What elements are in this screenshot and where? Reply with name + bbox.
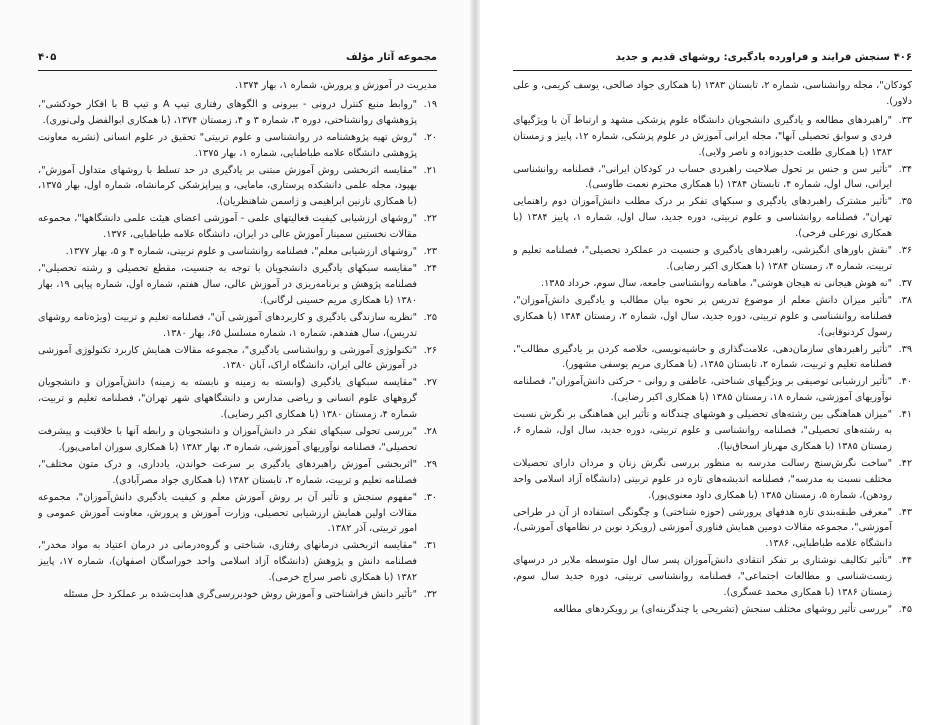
left-page-body <box>38 78 437 669</box>
left-page-header <box>38 48 437 71</box>
reference-item <box>38 457 437 489</box>
reference-text: "روشهای ارزشیابی معلم"، فصلنامه روانشناسی و علوم تربیتی، شماره ۴ و ۵، بهار ۱۳۷۷. <box>65 246 417 258</box>
reference-item <box>38 211 437 243</box>
reference-text: "تأثیر راهبردهای سازمان‌دهی، علامت‌گذاری و حاشیه‌نویسی، خلاصه کردن بر یادگیری مطالب"، فصلنامه تعلیم و تربیت، شماره ۲، تابستان ۱۳۸۵، (با همکاری مریم یوسفی مشهور). <box>513 343 892 371</box>
reference-text: "بررسی تحولی سبکهای تفکر در دانش‌آموزان و دانشجویان و رابطه آنها با خلاقیت و پیشرفت تحصیلی"، فصلنامه نوآوریهای آموزشی، شماره ۳، بهار ۱۳۸۲ (با همکاری سوران امامی‌پور). <box>38 426 417 453</box>
reference-text: "میزان هماهنگی بین رشته‌های تحصیلی و هوشهای چندگانه و تأثیر این هماهنگی بر نگرش نسبت به رشته‌های تحصیلی"، فصلنامه روانشناسی و علوم تربیتی، دوره جدید، سال اول، شماره ۶، زمستان ۱۳۸۵ (با همکاری مهرناز اسحاق‌نیا). <box>513 409 892 452</box>
reference-number: ۴۰. <box>898 376 912 388</box>
reference-number: ۴۵. <box>898 604 912 615</box>
reference-text: "اثربخشی آموزش راهبردهای یادگیری بر سرعت خواندن، یادداری، و درک متون مختلف"، فصلنامه تعلیم و تربیت، شماره ۲، تابستان ۱۳۸۲ (با همکاری جواد مصرآبادی). <box>38 458 417 486</box>
reference-text: "بررسی تأثیر روشهای مختلف سنجش (تشریحی یا چندگزینه‌ای) بر رویکردهای مطالعه <box>553 604 892 615</box>
reference-number: ۲۴. <box>423 262 437 274</box>
reference-text: "معرفی طبقه‌بندی تازه هدفهای پرورشی (حوزه شناختی) و چگونگی استفاده از آن در طراحی آموزشی"، مجموعه مقالات دومین همایش فناوری آموزشی (رویکرد نوین در نظامهای آموزشی)، دانشگاه علامه طباطبایی، ۱۳۸۶. <box>513 506 892 550</box>
reference-text: "مقایسه اثربخشی درمانهای رفتاری، شناختی و گروه‌درمانی در درمان اعتیاد به مواد مخدر"، فصلنامه دانش و پژوهش (دانشگاه آزاد اسلامی واحد خوراسگان اصفهان)، شماره ۱۷، پاییز ۱۳۸۲ (با همکاری ناصر سراج خرمی). <box>38 540 417 584</box>
reference-text: "تکنولوژی آموزشی و روانشناسی یادگیری"، مجموعه مقالات همایش کاربرد تکنولوژی آموزشی در آموزش عالی ایران، دانشگاه اراک، آبان ۱۳۸۰. <box>38 344 417 372</box>
reference-item <box>513 374 912 406</box>
reference-item <box>38 130 437 162</box>
right-page-header <box>513 48 912 71</box>
reference-number: ۴۴. <box>898 555 912 567</box>
reference-item <box>513 456 912 504</box>
reference-item <box>38 424 437 456</box>
reference-number: ۳۵. <box>898 196 912 208</box>
reference-item <box>513 113 912 161</box>
reference-text: "تأثیر تکالیف نوشتاری بر تفکر انتقادی دانش‌آموزان پسر سال اول متوسطه ملایر در درسهای زیست‌شناسی و مطالعات اجتماعی"، فصلنامه روانشناسی تربیتی، دوره جدید سال سوم، زمستان ۱۳۸۶ (با همکاری محمد عسگری). <box>513 555 892 599</box>
reference-text: "راهبردهای مطالعه و یادگیری دانشجویان دانشگاه علوم پزشکی مشهد و ارتباط آن با ویژگیهای فردی و سوابق تحصیلی آنها"، مجله ایرانی آموزش در علوم پزشکی، شماره ۱۲، پاییز و زمستان ۱۳۸۳ (با همکاری طلعت خدیوزاده و ناصر ولایی). <box>513 114 892 158</box>
reference-number: ۲۹. <box>423 458 437 470</box>
reference-item <box>513 505 912 553</box>
reference-text: "تأثیر میزان دانش معلم از موضوع تدریس بر نحوه بیان مطالب و یادگیری دانش‌آموزان"، فصلنامه روانشناسی و علوم تربیتی، دوره جدید، سال اول، شماره ۲، زمستان ۱۳۸۴ (با همکاری رسول کردنوقابی). <box>513 294 893 338</box>
reference-text: "نظریه سازندگی یادگیری و کاربردهای آموزشی آن"، فصلنامه تعلیم و تربیت (ویژه‌نامه روشهای تدریس)، سال هفدهم، شماره ۱، شماره مسلسل ۶۵، بهار ۱۳۸۰. <box>38 311 417 339</box>
right-page <box>475 0 950 725</box>
continuation-text: مدیریت در آموزش و پرورش، شماره ۱، بهار ۱۳۷۴. <box>234 80 437 91</box>
reference-number: ۴۱. <box>898 409 912 421</box>
reference-item <box>513 243 912 275</box>
reference-number: ۱۹. <box>423 98 437 110</box>
reference-number: ۳۶. <box>898 245 912 257</box>
reference-item <box>38 163 437 211</box>
reference-text: "تأثیر مشترک راهبردهای یادگیری و سبکهای تفکر بر درک مطلب دانش‌آموزان دوم راهنمایی تهران"، فصلنامه روانشناسی و علوم تربیتی، دوره جدید، سال اول، شماره ۱، پاییز ۱۳۸۴ (با همکاری نورعلی فرخی). <box>513 196 893 240</box>
reference-number: ۲۵. <box>423 311 437 323</box>
running-title: سنجش فرایند و فراورده یادگیری: روشهای قدیم و جدید <box>615 52 890 63</box>
reference-text: "روشهای ارزشیابی کیفیت فعالیتهای علمی - آموزشی اعضای هیئت علمی دانشگاهها"، مجموعه مقالات نخستین سمینار آموزش عالی در ایران، دانشگاه علامه طباطبایی، ۱۳۷۶. <box>38 213 417 241</box>
reference-number: ۳۱. <box>423 540 437 552</box>
page-number: ۴۰۵ <box>38 52 57 63</box>
reference-text: "ساخت نگرش‌سنج رسالت مدرسه به منظور بررسی نگرش زنان و مردان دارای تحصیلات مختلف نسبت به مدرسه"، فصلنامه اندیشه‌های تازه در علوم تربیتی (دانشگاه آزاد اسلامی واحد رودهن)، شماره ۵، زمستان ۱۳۸۵ (با همکاری داود معنوی‌پور). <box>513 457 892 501</box>
reference-number: ۲۸. <box>423 426 437 438</box>
reference-text: "مقایسه اثربخشی روش آموزش مبتنی بر یادگیری در حد تسلط با روشهای متداول آموزش"، بهپود، مجله علمی دانشکده پرستاری، مامایی، و پیراپزشکی کرمانشاه، شماره اول، بهار ۱۳۷۵، (با همکاری نازنین ابراهیمی و ژاسمن شاهنظریان). <box>38 164 417 208</box>
reference-number: ۳۳. <box>898 114 912 126</box>
reference-number: ۳۰. <box>423 491 437 503</box>
reference-text: "مقایسه سبکهای یادگیری دانشجویان با توجه به جنسیت، مقطع تحصیلی و رشته تحصیلی"، فصلنامه پژوهش و برنامه‌ریزی در آموزش عالی، سال هفتم، شماره اول، شماره پیاپی ۱۹، بهار ۱۳۸۰ (با همکاری مریم حسینی لرگانی). <box>38 262 417 306</box>
reference-number: ۳۷. <box>898 277 912 289</box>
reference-item <box>513 553 912 601</box>
reference-item <box>38 244 437 260</box>
reference-item <box>513 602 912 618</box>
running-title: مجموعه آثار مؤلف <box>345 52 437 63</box>
reference-number: ۴۲. <box>898 457 912 469</box>
reference-number: ۳۴. <box>898 163 912 175</box>
reference-item <box>513 194 912 242</box>
reference-item <box>38 310 437 342</box>
reference-item <box>38 261 437 309</box>
reference-text: "مقایسه سبکهای یادگیری (وابسته به زمینه و نابسته به زمینه) دانش‌آموزان و دانشجویان گروههای علوم انسانی و ریاضی مدارس و دانشگاههای شهر تهران"، فصلنامه تعلیم و تربیت، شماره ۴، زمستان ۱۳۸۰ (با همکاری اکبر رضایی). <box>38 377 417 421</box>
reference-text: "روش تهیه پژوهشنامه در روانشناسی و علوم تربیتی" تحقیق در علوم انسانی (نشریه معاونت پژوهشی دانشگاه علامه طباطبایی، شماره ۱، بهار ۱۳۷۵. <box>38 131 417 159</box>
reference-number: ۲۶. <box>423 344 437 356</box>
reference-number: ۲۷. <box>423 377 437 389</box>
reference-item <box>513 342 912 374</box>
reference-text: "تأثیر سن و جنس بر تحول صلاحیت راهبردی حساب در کودکان ایرانی"، فصلنامه روانشناسی ایرانی، سال اول، شماره ۴، تابستان ۱۳۸۴ (با همکاری محترم نعمت طاوسی). <box>513 163 892 191</box>
reference-number: ۳۲. <box>423 589 437 601</box>
page-number: ۴۰۶ <box>893 52 912 63</box>
reference-number: ۳۹. <box>898 343 912 355</box>
reference-number: ۲۰. <box>423 131 437 143</box>
reference-item <box>513 276 912 292</box>
reference-text: "مفهوم سنجش و تأثیر آن بر روش آموزش معلم و کیفیت یادگیری دانش‌آموزان"، مجموعه مقالات اولین همایش ارزشیابی تحصیلی، وزارت آموزش و پرورش، معاونت آموزش عمومی و امور تربیتی، آذر ۱۳۸۲. <box>38 491 417 535</box>
reference-number: ۲۳. <box>423 246 437 258</box>
reference-text: "نه هوش هیجانی نه هیجان هوشی"، ماهنامه روانشناسی جامعه، سال سوم، خرداد ۱۳۸۵. <box>541 277 892 289</box>
reference-item <box>38 587 437 603</box>
reference-text: "روابط منبع کنترل درونی - بیرونی و الگوهای رفتاری تیپ A و تیپ B با افکار خودکشی"، پژوهشهای روانشناختی، دوره ۳، شماره ۳ و ۴، زمستان ۱۳۷۴، (با همکاری ابوالفضل ولی‌نوری). <box>38 98 417 126</box>
reference-text: "تأثیر دانش فراشناختی و آموزش روش خودبررسی‌گری هدایت‌شده بر عملکرد حل مسئله <box>63 589 417 601</box>
reference-item <box>513 162 912 194</box>
reference-number: ۳۸. <box>898 294 912 306</box>
reference-text: "نقش باورهای انگیزشی، راهبردهای یادگیری و جنسیت در عملکرد تحصیلی"، فصلنامه تعلیم و تربیت، شماره ۴، زمستان ۱۳۸۴ (با همکاری اکبر رضایی). <box>513 245 892 272</box>
reference-item <box>38 343 437 375</box>
reference-item <box>38 97 437 129</box>
reference-item <box>38 538 437 586</box>
reference-number: ۲۲. <box>423 213 437 225</box>
reference-number: ۲۱. <box>423 164 437 176</box>
right-page-body <box>513 78 912 669</box>
book-gutter <box>470 0 480 725</box>
reference-item <box>38 490 437 538</box>
reference-number: ۴۳. <box>898 506 912 518</box>
continuation-text: کودکان"، مجله روانشناسی، شماره ۲، تابستان ۱۳۸۳ (با همکاری جواد صالحی، یوسف کریمی، و علی دلاور). <box>513 80 912 107</box>
reference-item <box>513 407 912 455</box>
reference-item <box>38 375 437 423</box>
reference-text: "تأثیر ارزشیابی توصیفی بر ویژگیهای شناختی، عاطفی و روانی - حرکتی دانش‌آموزان"، فصلنامه نوآوریهای آموزشی، شماره ۱۸، زمستان ۱۳۸۵ (با همکاری اکبر رضایی). <box>513 376 892 404</box>
reference-item <box>513 293 912 341</box>
